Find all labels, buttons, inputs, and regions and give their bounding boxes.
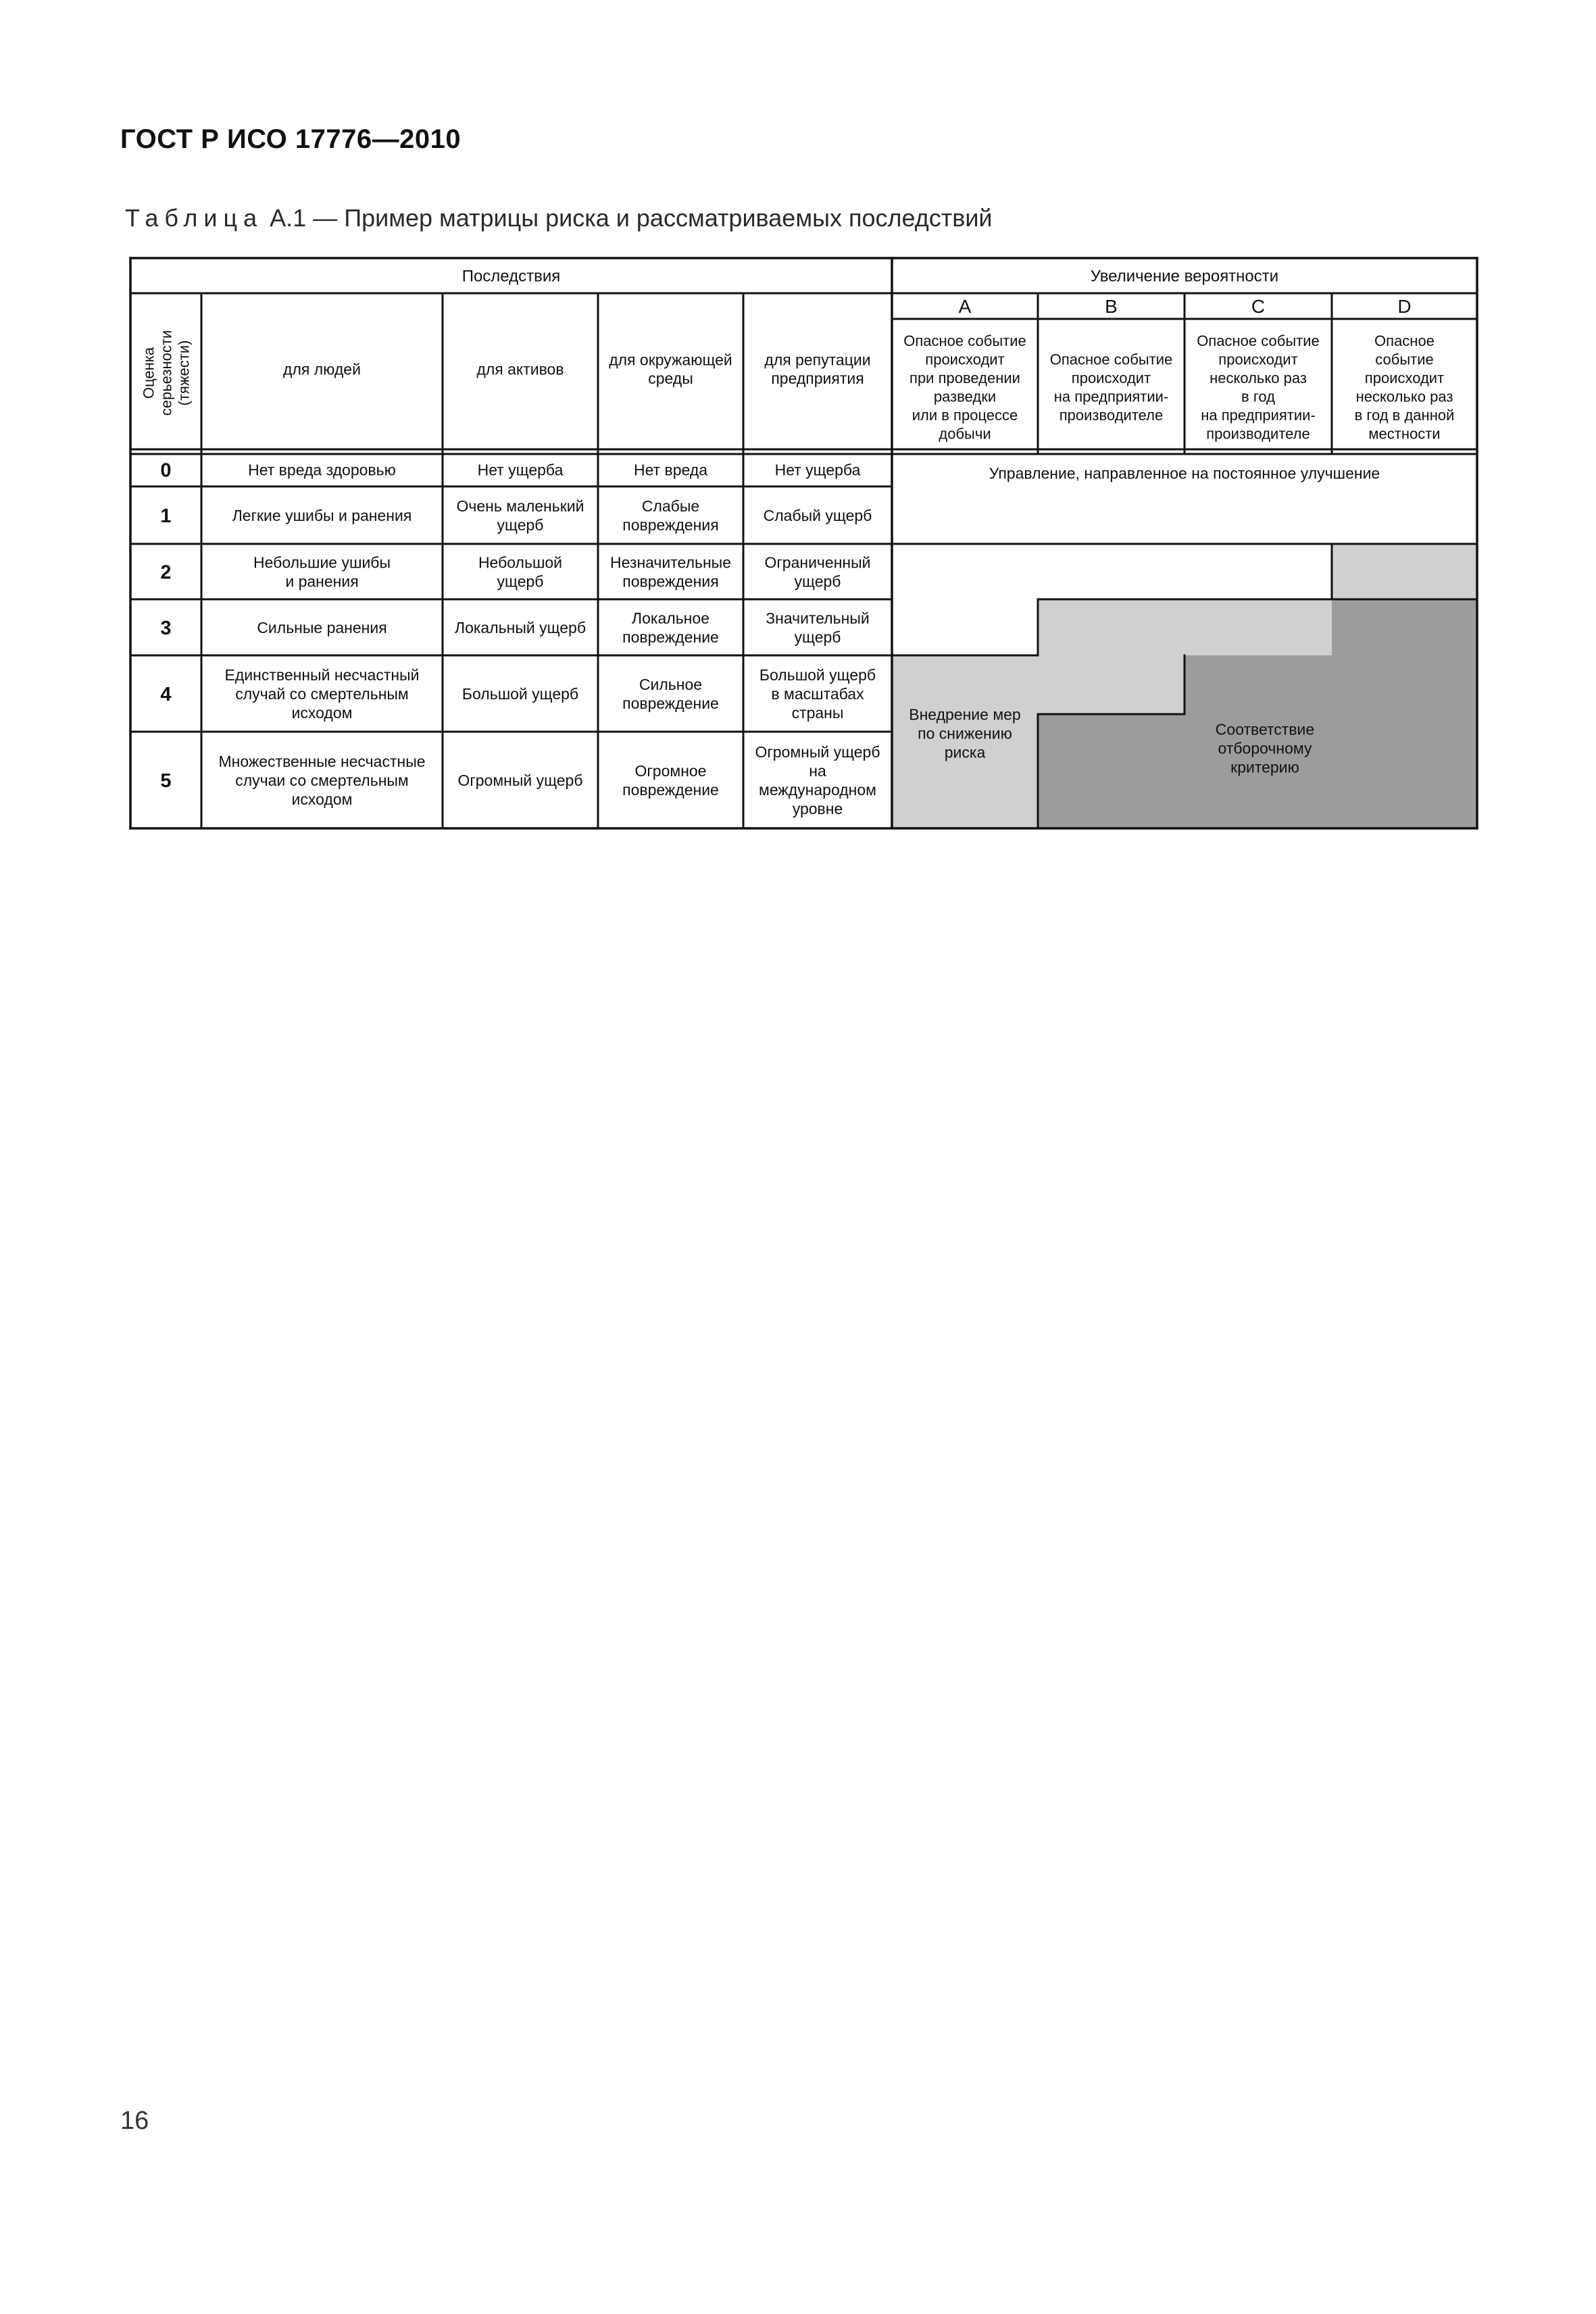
severity-score-0: 0 (160, 459, 172, 482)
severity-score-5: 5 (160, 770, 172, 792)
cell-r2-c4: Ограниченный ущерб (764, 553, 871, 590)
prob-desc-a: Опасное событие происходит при проведении разведки или в процессе добычи (903, 332, 1026, 443)
cell-r4-c1: Единственный несчастный случай со смертельным исходом (224, 665, 420, 722)
severity-header: Оценкасерьезности(тяжести) (140, 330, 193, 416)
consequences-title: Последствия (462, 267, 561, 286)
severity-score-2: 2 (160, 561, 172, 584)
cell-r1-c3: Слабые повреждения (622, 497, 719, 534)
zone-label-risk-reduction: Внедрение мер по снижению риска (909, 705, 1021, 761)
severity-score-1: 1 (160, 505, 172, 527)
severity-score-3: 3 (160, 617, 172, 639)
cell-r4-c3: Сильное повреждение (622, 675, 719, 712)
cell-r1-c1: Легкие ушибы и ранения (232, 506, 412, 524)
column-header-3: для окружающей среды (609, 351, 732, 387)
cell-r5-c3: Огромное повреждение (622, 761, 719, 799)
cell-r0-c3: Нет вреда (633, 461, 708, 479)
zone-label-improvement: Управление, направленное на постоянное улучшение (989, 464, 1380, 482)
cell-r0-c4: Нет ущерба (774, 461, 861, 479)
cell-r4-c2: Большой ущерб (462, 684, 579, 703)
zone-risk-reduction-step (1038, 599, 1184, 655)
prob-desc-b: Опасное событие происходит на предприятии-производителе (1049, 351, 1173, 424)
prob-letter-b: B (1105, 296, 1118, 318)
zone-label-intolerable: Соответствие отборочному критерию (1215, 720, 1315, 776)
probability-title: Увеличение вероятности (1090, 267, 1279, 286)
cell-r2-c1: Небольшие ушибы и ранения (253, 553, 391, 590)
cell-r1-c4: Слабый ущерб (763, 506, 872, 524)
page-number: 16 (120, 2107, 149, 2135)
cell-r3-c4: Значительный ущерб (766, 609, 870, 646)
cell-r3-c3: Локальное повреждение (622, 609, 719, 646)
cell-r0-c1: Нет вреда здоровью (248, 461, 396, 479)
cell-r2-c3: Незначительные повреждения (610, 553, 731, 590)
cell-r2-c2: Небольшой ущерб (478, 553, 563, 590)
column-header-1: для людей (283, 360, 361, 378)
prob-letter-d: D (1397, 296, 1412, 318)
document-header: ГОСТ Р ИСО 17776—2010 (120, 124, 462, 154)
column-header-4: для репутации предприятия (764, 351, 871, 387)
column-header-2: для активов (476, 360, 564, 378)
severity-score-4: 4 (160, 683, 172, 705)
cell-r5-c2: Огромный ущерб (457, 771, 583, 789)
cell-r3-c1: Сильные ранения (257, 618, 387, 636)
table-text (141, 268, 1455, 818)
prob-letter-a: A (958, 296, 972, 318)
cell-r0-c2: Нет ущерба (477, 461, 564, 479)
prob-desc-d: Опасное событие происходит несколько раз в год в данной местности (1354, 332, 1455, 443)
cell-r5-c4: Огромный ущерб на международном уровне (755, 743, 880, 818)
cell-r5-c1: Множественные несчастные случаи со смертельным исходом (218, 752, 426, 808)
prob-desc-c: Опасное событие происходит несколько раз в год на предприятии-производителе (1197, 332, 1320, 443)
caption-text: А.1 — Пример матрицы риска и рассматриваемых последствий (270, 204, 993, 232)
cell-r1-c2: Очень маленький ущерб (456, 497, 584, 534)
prob-letter-c: C (1251, 296, 1266, 318)
risk-matrix-table (0, 0, 1596, 838)
cell-r3-c2: Локальный ущерб (454, 618, 587, 636)
caption-prefix: Таблица (125, 204, 264, 232)
cell-r4-c4: Большой ущерб в масштабах страны (759, 665, 876, 722)
